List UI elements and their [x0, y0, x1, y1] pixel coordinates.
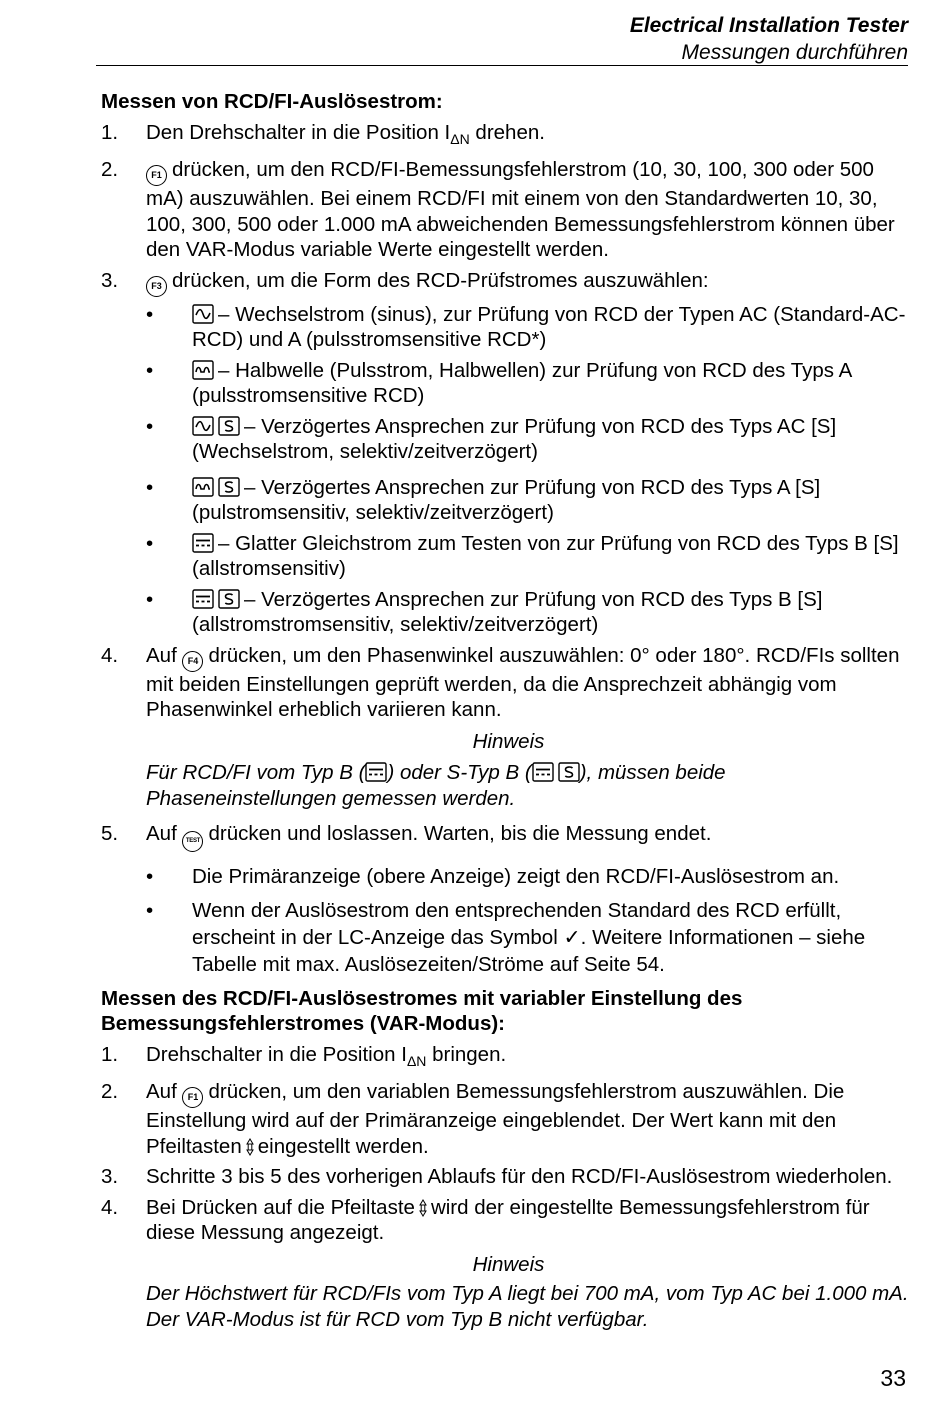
step-number: 5. [101, 822, 119, 845]
note-text: Für RCD/FI vom Typ B ( [146, 761, 366, 784]
step-number: 2. [101, 1080, 119, 1103]
var-step-3 [101, 1164, 916, 1190]
note-body [146, 760, 916, 811]
result-item [146, 897, 916, 978]
waveform-list [146, 302, 916, 638]
note-title: Hinweis [472, 729, 545, 753]
step-text: wird der eingestellte Bemessungsfehlerstrom für diese Messung angezeigt. [146, 1195, 870, 1244]
section-subtitle: Messungen durchführen [681, 41, 908, 64]
check-icon: ✓ [563, 925, 581, 949]
bullet: • [146, 587, 154, 611]
step-text: Schritte 3 bis 5 des vorherigen Ablaufs für den RCD/FI-Auslösestrom wiederholen. [146, 1165, 893, 1188]
f4-key-icon: F4 [182, 651, 203, 672]
step-number: 3. [101, 1165, 119, 1188]
half-wave-icon [192, 360, 214, 380]
result-list [146, 864, 916, 978]
step-text: Auf [146, 822, 177, 845]
page-number: 33 [880, 1365, 906, 1391]
step-number: 1. [101, 1042, 119, 1066]
s-icon [218, 416, 240, 436]
dc-icon [532, 762, 554, 782]
bullet: • [146, 898, 154, 922]
bullet: • [146, 475, 154, 499]
test-key-icon: TEST [182, 831, 203, 852]
step-text: Auf [146, 1080, 177, 1103]
step-number: 1. [101, 120, 119, 144]
result-text: . Weitere Informationen – siehe Tabelle mit max. Auslösezeiten/Ströme auf Seite 54. [192, 925, 866, 976]
step-text: Drehschalter in die Position I [146, 1042, 407, 1066]
step-text: drehen. [469, 120, 545, 144]
step-1 [101, 120, 916, 153]
step-text: drücken und loslassen. Warten, bis die Messung endet. [208, 822, 712, 845]
subscript-delta-n: ΔN [406, 1052, 427, 1069]
f3-key-icon: F3 [146, 276, 167, 297]
bullet: • [146, 865, 154, 888]
step-number: 4. [101, 1195, 119, 1219]
waveform-text: – Verzögertes Ansprechen zur Prüfung von RCD des Typs A [S] (pulstromsensitiv, selektiv/zeitverzögert) [192, 475, 821, 524]
document-title: Electrical Installation Tester [629, 14, 908, 37]
f1-key-icon: F1 [182, 1087, 203, 1108]
s-icon [218, 589, 240, 609]
section2-heading: Messen des RCD/FI-Auslösestromes mit variabler Einstellung des Bemessungsfehlerstromes (VAR-Modus): [101, 986, 743, 1035]
waveform-item-sine [146, 302, 916, 353]
step-5 [101, 821, 916, 978]
bullet: • [146, 302, 154, 326]
note-body: Der Höchstwert für RCD/FIs vom Typ A liegt bei 700 mA, vom Typ AC bei 1.000 mA. Der VAR-Modus ist für RCD vom Typ B nicht verfügbar. [146, 1282, 909, 1331]
var-step-1 [101, 1042, 916, 1075]
arrow-keys-icon [246, 1137, 254, 1157]
header-rule [96, 65, 908, 66]
bullet: • [146, 531, 154, 555]
note-title: Hinweis [472, 1252, 545, 1276]
half-wave-icon [192, 477, 214, 497]
page-header [630, 12, 908, 66]
note-text: ) oder S-Typ B ( [387, 761, 532, 784]
var-step-4 [101, 1195, 916, 1246]
waveform-text: – Halbwelle (Pulsstrom, Halbwellen) zur Prüfung von RCD des Typs A (pulsstromsensitive RCD) [192, 358, 852, 407]
step-2 [101, 157, 916, 263]
waveform-item-sine-s [146, 414, 916, 465]
step-text: drücken, um den Phasenwinkel auszuwählen: 0° oder 180°. RCD/FIs sollten mit beiden Einstellungen geprüft werden, da die Ansprechzeit abhängig vom Phasenwinkel erheblich variieren kann. [146, 643, 900, 721]
waveform-text: – Glatter Gleichstrom zum Testen von zur Prüfung von RCD des Typs B [S] (allstromsensitiv) [192, 531, 899, 580]
bullet: • [146, 358, 154, 382]
step-text: bringen. [426, 1042, 507, 1066]
step-text: drücken, um den RCD/FI-Bemessungsfehlerstrom (10, 30, 100, 300 oder 500 mA) auszuwählen. Bei einem RCD/FI mit einem von den Standardwerten 10, 30, 100, 300, 500 oder 1.000 mA abweichenden Bemessungsfehlerstrom können über den VAR-Modus variable Werte eingestellt werden. [146, 158, 895, 261]
section1-heading: Messen von RCD/FI-Auslösestrom: [101, 90, 443, 113]
step-text: drücken, um den variablen Bemessungsfehlerstrom auszuwählen. Die Einstellung wird auf der Primäranzeige eingeblendet. Der Wert kann mit den Pfeiltasten [146, 1080, 845, 1158]
dc-icon [192, 533, 214, 553]
step-text: drücken, um die Form des RCD-Prüfstromes auszuwählen: [172, 268, 709, 292]
step-text: Den Drehschalter in die Position I [146, 120, 451, 144]
result-text: Die Primäranzeige (obere Anzeige) zeigt den RCD/FI-Auslösestrom an. [192, 865, 840, 888]
step-4 [101, 643, 916, 723]
sine-icon [192, 416, 214, 436]
dc-icon [365, 762, 387, 782]
var-step-2 [101, 1079, 916, 1159]
result-text: Wenn der Auslösestrom den entsprechenden Standard des RCD erfüllt, erscheint in der LC-Anzeige das Symbol [192, 898, 842, 949]
sine-icon [192, 304, 214, 324]
subscript-delta-n: ΔN [450, 130, 470, 147]
s-icon [218, 477, 240, 497]
step-text: Bei Drücken auf die Pfeiltaste [146, 1195, 415, 1219]
step-text: Auf [146, 643, 177, 667]
step-number: 4. [101, 643, 119, 667]
f1-key-icon: F1 [146, 165, 167, 186]
result-item [146, 864, 916, 890]
waveform-text: – Verzögertes Ansprechen zur Prüfung von RCD des Typs B [S] (allstromstromsensitiv, selektiv/zeitverzögert) [192, 587, 823, 636]
waveform-item-half-wave-s [146, 475, 916, 526]
waveform-text: – Wechselstrom (sinus), zur Prüfung von RCD der Typen AC (Standard-AC-RCD) und A (pulsstromsensitive RCD*) [192, 302, 906, 351]
step-3 [101, 268, 916, 638]
step-number: 3. [101, 268, 119, 292]
bullet: • [146, 414, 154, 438]
page-content [101, 89, 916, 1332]
step-number: 2. [101, 158, 119, 181]
waveform-item-dc [146, 531, 916, 582]
dc-icon [192, 589, 214, 609]
arrow-keys-icon [419, 1198, 427, 1218]
s-icon [558, 762, 580, 782]
step-text: eingestellt werden. [257, 1134, 429, 1158]
waveform-text: – Verzögertes Ansprechen zur Prüfung von RCD des Typs AC [S] (Wechselstrom, selektiv/zeitverzögert) [192, 414, 837, 463]
waveform-item-dc-s [146, 587, 916, 638]
waveform-item-half-wave [146, 358, 916, 409]
note-text: ), müssen beide Phaseneinstellungen gemessen werden. [146, 761, 726, 810]
